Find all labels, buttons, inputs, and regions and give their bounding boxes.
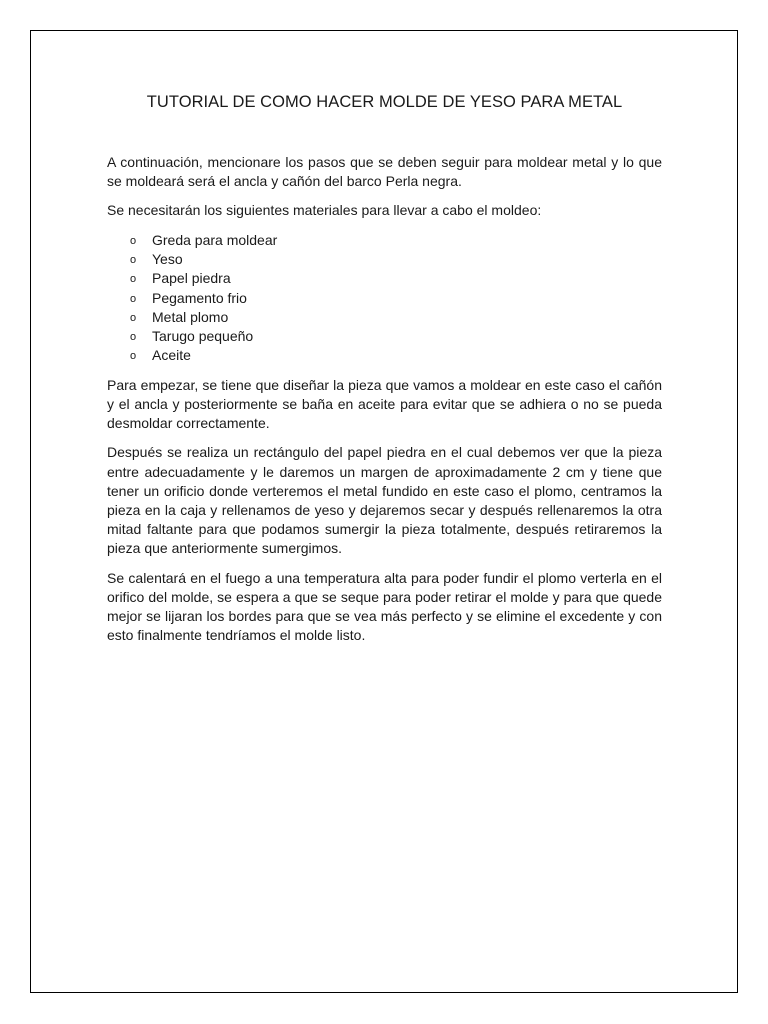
document-body <box>107 153 662 655</box>
materials-list <box>107 231 662 366</box>
material-label: Metal plomo <box>152 308 229 325</box>
document-title: TUTORIAL DE COMO HACER MOLDE DE YESO PARA METAL <box>146 93 623 111</box>
material-label: Greda para moldear <box>152 231 278 248</box>
material-label: Tarugo pequeño <box>152 328 254 345</box>
list-item <box>107 346 662 365</box>
hollow-bullet-icon: o <box>130 273 137 286</box>
hollow-bullet-icon: o <box>130 331 137 344</box>
body-paragraph-casting: Se calentará en el fuego a una temperatura alta para poder fundir el plomo verterla en el orifico del molde, se espera a que se seque para poder retirar el molde y para que quede mejor se lijaran los bordes para que se vea más perfecto y se elimine el excedente y con esto finalmente tendríamos el molde listo. <box>107 569 662 644</box>
material-label: Pegamento frio <box>152 289 247 306</box>
body-paragraph-mold-box: Después se realiza un rectángulo del papel piedra en el cual debemos ver que la pieza entre adecuadamente y le daremos un margen de aproximadamente 2 cm y tiene que tener un orificio donde verteremos el metal fundido en este caso el plomo, centramos la pieza en la caja y rellenamos de yeso y dejaremos secar y después rellenaremos la otra mitad faltante para que podamos sumergir la pieza totalmente, después retiraremos la pieza que anteriormente sumergimos. <box>107 444 662 557</box>
material-label: Yeso <box>152 250 183 267</box>
intro-paragraph: A continuación, mencionare los pasos que se deben seguir para moldear metal y lo que se moldeará será el ancla y cañón del barco Perla negra. <box>107 154 662 190</box>
material-label: Papel piedra <box>152 270 231 287</box>
hollow-bullet-icon: o <box>130 292 137 305</box>
hollow-bullet-icon: o <box>130 311 137 324</box>
materials-intro-paragraph: Se necesitarán los siguientes materiales para llevar a cabo el moldeo: <box>107 202 542 219</box>
list-item <box>107 269 662 288</box>
hollow-bullet-icon: o <box>130 350 137 363</box>
list-item <box>107 308 662 327</box>
hollow-bullet-icon: o <box>130 234 137 247</box>
list-item <box>107 289 662 308</box>
list-item <box>107 231 662 250</box>
material-label: Aceite <box>152 347 191 364</box>
hollow-bullet-icon: o <box>130 253 137 266</box>
list-item <box>107 327 662 346</box>
body-paragraph-design: Para empezar, se tiene que diseñar la pieza que vamos a moldear en este caso el cañón y el ancla y posteriormente se baña en aceite para evitar que se adhiera o no se pueda desmoldar correctamente. <box>107 376 662 432</box>
list-item <box>107 250 662 269</box>
